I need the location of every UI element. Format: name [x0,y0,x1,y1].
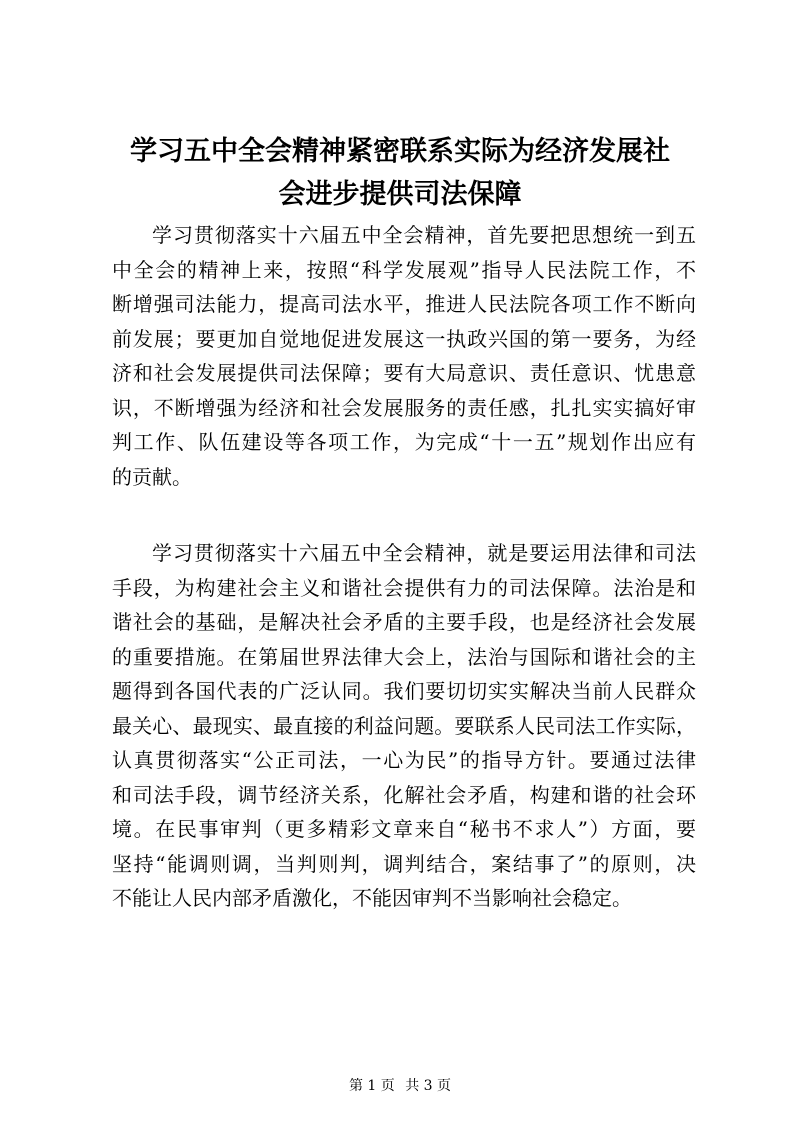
paragraph-line: 学习贯彻落实十六届五中全会精神，首先要把思想统一到五 [152,223,696,247]
title-line: 学习五中全会精神紧密联系实际为经济发展社 [130,136,670,167]
paragraph-line: 断增强司法能力，提高司法水平，推进人民法院各项工作不断向 [112,292,696,316]
paragraph-line: 的重要措施。在第届世界法律大会上，法治与国际和谐社会的主 [112,644,696,669]
paragraph-2 [112,536,696,916]
paragraph-line: 最关心、最现实、最直接的利益问题。要联系人民司法工作实际， [112,713,696,738]
paragraph-line: 谐社会的基础，是解决社会矛盾的主要手段，也是经济社会发展 [112,610,696,634]
paragraph-line: 认真贯彻落实“公正司法，一心为民”的指导方针。要通过法律 [112,748,696,772]
paragraph-line: 和司法手段，调节经济关系，化解社会矛盾，构建和谐的社会环 [112,782,696,807]
paragraph-line: 境。在民事审判（更多精彩文章来自“秘书不求人”）方面，要 [112,817,696,841]
paragraph-line: 不能让人民内部矛盾激化，不能因审判不当影响社会稳定。 [112,886,632,910]
page-total: 共 3 页 [405,1078,452,1094]
paragraph-line: 济和社会发展提供司法保障；要有大局意识、责任意识、忧患意 [112,361,696,385]
paragraph-line: 前发展；要更加自觉地促进发展这一执政兴国的第一要务，为经 [112,326,696,351]
page-number: 第 1 页 [348,1078,395,1094]
paragraph-1 [112,218,696,494]
paragraph-line: 判工作、队伍建设等各项工作，为完成“十一五”规划作出应有 [112,430,696,454]
paragraph-line: 中全会的精神上来，按照“科学发展观”指导人民法院工作，不 [112,257,696,282]
paragraph-line: 的贡献。 [112,464,192,489]
document-title [100,130,700,216]
page-footer [0,1076,800,1096]
paragraph-line: 学习贯彻落实十六届五中全会精神，就是要运用法律和司法 [152,541,696,565]
paragraph-line: 识，不断增强为经济和社会发展服务的责任感，扎扎实实搞好审 [112,395,696,420]
title-line: 会进步提供司法保障 [278,179,522,210]
paragraph-line: 手段，为构建社会主义和谐社会提供有力的司法保障。法治是和 [112,575,696,600]
paragraph-line: 题得到各国代表的广泛认同。我们要切切实实解决当前人民群众 [112,679,696,703]
paragraph-line: 坚持“能调则调，当判则判，调判结合，案结事了”的原则，决 [112,851,696,876]
